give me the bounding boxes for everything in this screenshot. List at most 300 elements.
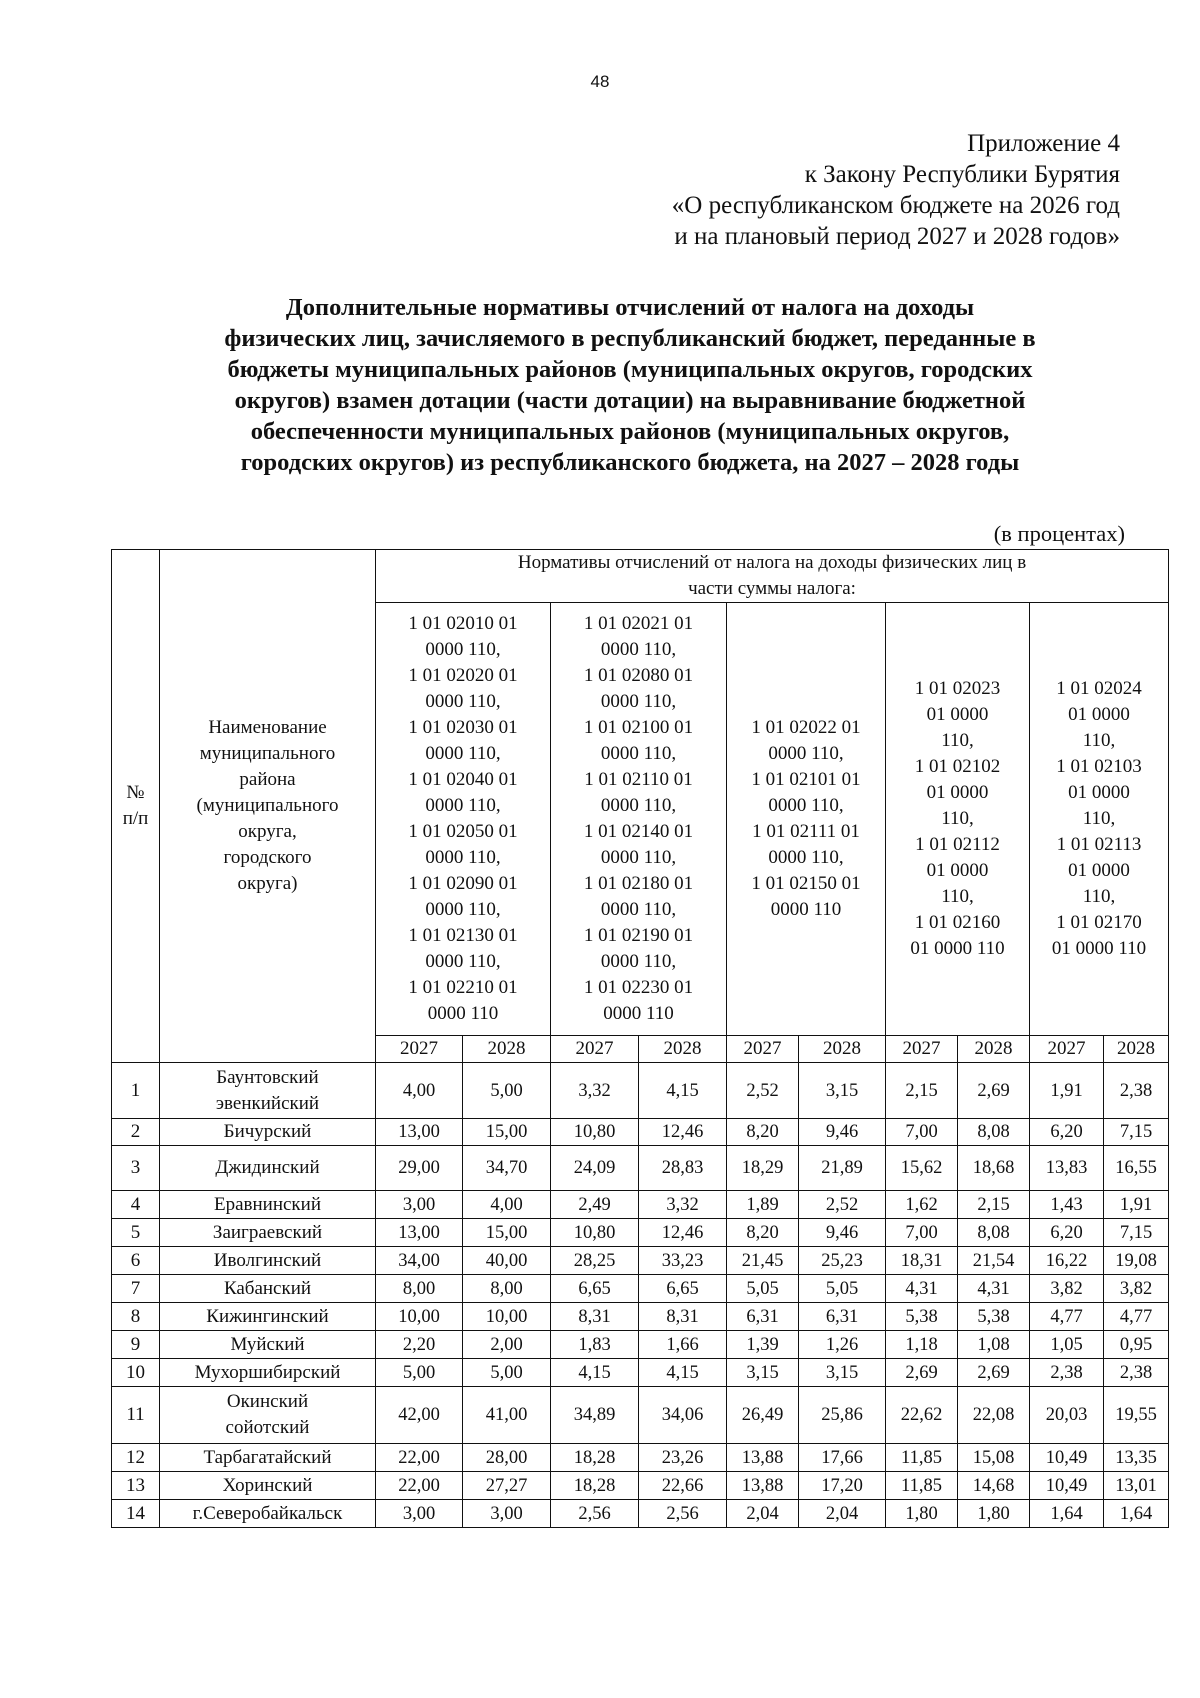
table-row — [112, 1275, 1169, 1303]
cell-line: Еравнинский — [213, 1193, 321, 1215]
rate-cell: 6,20 — [1030, 1119, 1104, 1146]
rate-cell: 28,83 — [639, 1146, 727, 1191]
group-header — [376, 550, 1169, 603]
cell-line: 0000 110, — [425, 743, 501, 764]
rate-cell: 17,66 — [799, 1444, 886, 1472]
rate-cell: 8,20 — [727, 1119, 799, 1146]
row-number: 2 — [112, 1119, 160, 1146]
rate-cell: 2,56 — [551, 1500, 639, 1528]
cell-line: 110, — [941, 730, 974, 751]
cell-line: 1 01 02050 01 — [408, 821, 518, 842]
table-row — [112, 1500, 1169, 1528]
rate-cell: 20,03 — [1030, 1387, 1104, 1444]
table-row — [112, 1359, 1169, 1387]
rate-cell: 22,00 — [376, 1444, 463, 1472]
rate-cell: 29,00 — [376, 1146, 463, 1191]
appendix-header — [672, 128, 1120, 252]
municipality-name — [160, 1247, 376, 1275]
year-header: 2027 — [886, 1036, 958, 1063]
rate-cell: 2,15 — [886, 1063, 958, 1119]
rate-cell: 8,31 — [639, 1303, 727, 1331]
rate-cell: 27,27 — [463, 1472, 551, 1500]
code-group-header — [551, 603, 727, 1036]
cell-line: Иволгинский — [213, 1249, 322, 1271]
title-line: Дополнительные нормативы отчислений от налога на доходы — [285, 294, 975, 321]
rate-cell: 5,00 — [463, 1359, 551, 1387]
municipality-name — [160, 1472, 376, 1500]
cell-line: Заиграевский — [212, 1221, 323, 1243]
appendix-line: к Закону Республики Бурятия — [804, 161, 1120, 188]
cell-line: района — [239, 769, 296, 790]
rate-cell: 13,01 — [1104, 1472, 1169, 1500]
rate-cell: 15,08 — [958, 1444, 1030, 1472]
cell-line: 1 01 02101 01 — [751, 769, 861, 790]
rate-cell: 9,46 — [799, 1219, 886, 1247]
cell-line: 01 0000 — [1068, 860, 1130, 881]
row-number: 11 — [112, 1387, 160, 1444]
rate-cell: 7,00 — [886, 1219, 958, 1247]
cell-line: Хоринский — [222, 1474, 313, 1496]
code-group-header — [886, 603, 1030, 1036]
rate-cell: 18,31 — [886, 1247, 958, 1275]
rate-cell: 4,31 — [886, 1275, 958, 1303]
cell-line: 1 01 02113 — [1056, 834, 1142, 855]
cell-line: 0000 110, — [768, 795, 844, 816]
rate-cell: 17,20 — [799, 1472, 886, 1500]
rate-cell: 16,22 — [1030, 1247, 1104, 1275]
municipality-name — [160, 1500, 376, 1528]
rate-cell: 3,15 — [799, 1359, 886, 1387]
year-header: 2027 — [376, 1036, 463, 1063]
cell-line: Джидинский — [215, 1157, 320, 1178]
cell-line: Муйский — [230, 1333, 305, 1355]
rate-cell: 10,49 — [1030, 1444, 1104, 1472]
rate-cell: 4,15 — [639, 1359, 727, 1387]
norms-table — [111, 549, 1169, 1528]
rate-cell: 22,08 — [958, 1387, 1030, 1444]
cell-line: 110, — [1082, 886, 1116, 907]
municipality-name — [160, 1219, 376, 1247]
cell-line: 1 01 02111 01 — [752, 821, 860, 842]
rate-cell: 42,00 — [376, 1387, 463, 1444]
cell-line: 1 01 02160 — [914, 912, 1001, 933]
rate-cell: 1,80 — [958, 1500, 1030, 1528]
rate-cell: 40,00 — [463, 1247, 551, 1275]
rate-cell: 3,00 — [376, 1500, 463, 1528]
cell-line: 1 01 02080 01 — [583, 665, 694, 686]
rate-cell: 2,69 — [886, 1359, 958, 1387]
cell-line: 0000 110, — [600, 847, 677, 868]
rate-cell: 21,89 — [799, 1146, 886, 1191]
rate-cell: 7,15 — [1104, 1119, 1169, 1146]
rate-cell: 5,05 — [799, 1275, 886, 1303]
rate-cell: 25,23 — [799, 1247, 886, 1275]
rate-cell: 33,23 — [639, 1247, 727, 1275]
cell-line: 0000 110, — [425, 691, 501, 712]
rate-cell: 3,82 — [1030, 1275, 1104, 1303]
rate-cell: 19,55 — [1104, 1387, 1169, 1444]
cell-line: Кижингинский — [206, 1305, 329, 1327]
cell-line: 1 01 02150 01 — [751, 873, 861, 894]
rate-cell: 1,62 — [886, 1191, 958, 1219]
rate-cell: 34,00 — [376, 1247, 463, 1275]
rate-cell: 5,00 — [463, 1063, 551, 1119]
name-column-header — [160, 550, 376, 1063]
rate-cell: 2,20 — [376, 1331, 463, 1359]
rate-cell: 21,54 — [958, 1247, 1030, 1275]
cell-line: 0000 110 — [603, 1003, 674, 1024]
rate-cell: 18,68 — [958, 1146, 1030, 1191]
cell-line: 1 01 02024 — [1056, 678, 1142, 699]
rate-cell: 34,70 — [463, 1146, 551, 1191]
rate-cell: 3,15 — [727, 1359, 799, 1387]
rate-cell: 12,46 — [639, 1119, 727, 1146]
municipality-name — [160, 1119, 376, 1146]
municipality-name — [160, 1359, 376, 1387]
table-body — [112, 1063, 1169, 1528]
rate-cell: 2,69 — [958, 1359, 1030, 1387]
title-line: обеспеченности муниципальных районов (муниципальных округов, — [250, 418, 1010, 445]
cell-line: Кабанский — [223, 1277, 312, 1299]
rate-cell: 4,31 — [958, 1275, 1030, 1303]
rate-cell: 1,91 — [1030, 1063, 1104, 1119]
row-number: 5 — [112, 1219, 160, 1247]
rate-cell: 15,00 — [463, 1219, 551, 1247]
units-label: (в процентах) — [993, 521, 1125, 546]
rate-cell: 1,26 — [799, 1331, 886, 1359]
row-number: 3 — [112, 1146, 160, 1191]
rate-cell: 6,65 — [551, 1275, 639, 1303]
rate-cell: 19,08 — [1104, 1247, 1169, 1275]
cell-line: 1 01 02030 01 — [408, 717, 518, 738]
rate-cell: 28,00 — [463, 1444, 551, 1472]
rate-cell: 8,08 — [958, 1219, 1030, 1247]
rate-cell: 26,49 — [727, 1387, 799, 1444]
cell-line: 1 01 02180 01 — [583, 873, 694, 894]
rate-cell: 2,15 — [958, 1191, 1030, 1219]
year-header: 2027 — [727, 1036, 799, 1063]
rate-cell: 5,38 — [958, 1303, 1030, 1331]
rate-cell: 4,00 — [463, 1191, 551, 1219]
cell-line: 01 0000 — [926, 782, 989, 803]
cell-line: 01 0000 — [926, 704, 989, 725]
appendix-line: и на плановый период 2027 и 2028 годов» — [674, 223, 1120, 250]
cell-line: округа, — [238, 821, 297, 842]
municipality-name — [160, 1303, 376, 1331]
rate-cell: 13,88 — [727, 1444, 799, 1472]
municipality-name — [160, 1444, 376, 1472]
code-group-header — [727, 603, 886, 1036]
cell-line: 01 0000 — [926, 860, 989, 881]
rate-cell: 22,62 — [886, 1387, 958, 1444]
cell-line: 0000 110, — [425, 795, 501, 816]
year-header: 2028 — [958, 1036, 1030, 1063]
rate-cell: 3,00 — [376, 1191, 463, 1219]
rate-cell: 2,52 — [799, 1191, 886, 1219]
rate-cell: 28,25 — [551, 1247, 639, 1275]
rate-cell: 2,49 — [551, 1191, 639, 1219]
cell-line: 110, — [1082, 808, 1116, 829]
title-line: физических лиц, зачисляемого в республиканский бюджет, переданные в — [224, 325, 1036, 352]
rate-cell: 2,52 — [727, 1063, 799, 1119]
table-row — [112, 1331, 1169, 1359]
cell-line: 0000 110 — [770, 899, 842, 920]
cell-line: Бичурский — [223, 1121, 312, 1142]
municipality-name — [160, 1063, 376, 1119]
cell-line: Мухоршибирский — [194, 1361, 341, 1383]
year-header: 2028 — [463, 1036, 551, 1063]
rate-cell: 18,28 — [551, 1472, 639, 1500]
municipality-name — [160, 1191, 376, 1219]
document-title — [150, 292, 1110, 478]
municipality-name — [160, 1275, 376, 1303]
cell-line: 01 0000 110 — [910, 938, 1005, 959]
appendix-line: «О республиканском бюджете на 2026 год — [671, 192, 1120, 219]
rate-cell: 2,38 — [1104, 1359, 1169, 1387]
rate-cell: 22,00 — [376, 1472, 463, 1500]
title-line: городских округов) из республиканского бюджета, на 2027 – 2028 годы — [240, 449, 1020, 476]
cell-line: 0000 110, — [600, 951, 677, 972]
rate-cell: 41,00 — [463, 1387, 551, 1444]
cell-line: 1 01 02022 01 — [751, 717, 861, 738]
rate-cell: 10,00 — [463, 1303, 551, 1331]
rate-cell: 8,00 — [376, 1275, 463, 1303]
cell-line: Наименование — [208, 717, 327, 738]
rate-cell: 13,00 — [376, 1219, 463, 1247]
cell-line: городского — [223, 847, 312, 868]
rate-cell: 24,09 — [551, 1146, 639, 1191]
number-column-header — [112, 550, 160, 1063]
cell-line: 01 0000 — [1068, 782, 1130, 803]
cell-line: 1 01 02010 01 — [408, 613, 518, 634]
rate-cell: 13,35 — [1104, 1444, 1169, 1472]
rate-cell: 3,82 — [1104, 1275, 1169, 1303]
cell-line: 1 01 02103 — [1056, 756, 1142, 777]
cell-line: 1 01 02230 01 — [583, 977, 694, 998]
rate-cell: 2,38 — [1104, 1063, 1169, 1119]
rate-cell: 0,95 — [1104, 1331, 1169, 1359]
rate-cell: 2,00 — [463, 1331, 551, 1359]
table-row — [112, 1219, 1169, 1247]
cell-line: 1 01 02021 01 — [583, 613, 694, 634]
row-number: 13 — [112, 1472, 160, 1500]
cell-line: муниципального — [199, 743, 336, 764]
cell-line: 0000 110, — [600, 743, 677, 764]
rate-cell: 12,46 — [639, 1219, 727, 1247]
rate-cell: 15,00 — [463, 1119, 551, 1146]
rate-cell: 10,00 — [376, 1303, 463, 1331]
cell-line: 1 01 02090 01 — [408, 873, 518, 894]
rate-cell: 6,31 — [727, 1303, 799, 1331]
rate-cell: 3,32 — [551, 1063, 639, 1119]
rate-cell: 1,66 — [639, 1331, 727, 1359]
rate-cell: 4,15 — [551, 1359, 639, 1387]
row-number: 14 — [112, 1500, 160, 1528]
rate-cell: 1,91 — [1104, 1191, 1169, 1219]
cell-line: Окинский — [226, 1391, 309, 1412]
rate-cell: 16,55 — [1104, 1146, 1169, 1191]
rate-cell: 10,49 — [1030, 1472, 1104, 1500]
rate-cell: 22,66 — [639, 1472, 727, 1500]
cell-line: п/п — [122, 808, 149, 829]
rate-cell: 6,65 — [639, 1275, 727, 1303]
table-row — [112, 1387, 1169, 1444]
municipality-name — [160, 1146, 376, 1191]
rate-cell: 23,26 — [639, 1444, 727, 1472]
cell-line: 01 0000 110 — [1051, 938, 1147, 959]
rate-cell: 1,83 — [551, 1331, 639, 1359]
year-header: 2027 — [1030, 1036, 1104, 1063]
rate-cell: 34,06 — [639, 1387, 727, 1444]
rate-cell: 3,32 — [639, 1191, 727, 1219]
cell-line: Баунтовский — [216, 1066, 319, 1088]
rate-cell: 7,15 — [1104, 1219, 1169, 1247]
cell-line: 1 01 02023 — [914, 678, 1001, 699]
municipality-name — [160, 1331, 376, 1359]
cell-line: 0000 110, — [425, 639, 501, 660]
cell-line: 1 01 02170 — [1056, 912, 1142, 933]
rate-cell: 5,00 — [376, 1359, 463, 1387]
table-row — [112, 1444, 1169, 1472]
rate-cell: 13,88 — [727, 1472, 799, 1500]
rate-cell: 8,08 — [958, 1119, 1030, 1146]
rate-cell: 1,43 — [1030, 1191, 1104, 1219]
rate-cell: 3,00 — [463, 1500, 551, 1528]
cell-line: 0000 110, — [768, 847, 844, 868]
year-header: 2028 — [799, 1036, 886, 1063]
rate-cell: 14,68 — [958, 1472, 1030, 1500]
table-row — [112, 1146, 1169, 1191]
cell-line: 0000 110, — [425, 899, 501, 920]
cell-line: 0000 110, — [768, 743, 844, 764]
cell-line: 0000 110, — [600, 691, 677, 712]
cell-line: округа) — [237, 873, 298, 894]
rate-cell: 15,62 — [886, 1146, 958, 1191]
row-number: 7 — [112, 1275, 160, 1303]
cell-line: 1 01 02040 01 — [408, 769, 518, 790]
rate-cell: 4,77 — [1030, 1303, 1104, 1331]
rate-cell: 2,38 — [1030, 1359, 1104, 1387]
row-number: 6 — [112, 1247, 160, 1275]
cell-line: эвенкийский — [215, 1092, 320, 1114]
table-row — [112, 1191, 1169, 1219]
cell-line: 1 01 02210 01 — [408, 977, 518, 998]
cell-line: (муниципального — [196, 795, 339, 816]
rate-cell: 1,80 — [886, 1500, 958, 1528]
rate-cell: 1,64 — [1030, 1500, 1104, 1528]
cell-line: Тарбагатайский — [203, 1446, 332, 1468]
rate-cell: 1,39 — [727, 1331, 799, 1359]
cell-line: г.Северобайкальск — [192, 1502, 343, 1524]
rate-cell: 5,38 — [886, 1303, 958, 1331]
cell-line: 1 01 02190 01 — [583, 925, 694, 946]
rate-cell: 25,86 — [799, 1387, 886, 1444]
rate-cell: 11,85 — [886, 1472, 958, 1500]
rate-cell: 34,89 — [551, 1387, 639, 1444]
year-header: 2027 — [551, 1036, 639, 1063]
table-row — [112, 1472, 1169, 1500]
year-header: 2028 — [639, 1036, 727, 1063]
cell-line: 1 01 02140 01 — [583, 821, 694, 842]
row-number: 8 — [112, 1303, 160, 1331]
table-row — [112, 1119, 1169, 1146]
rate-cell: 21,45 — [727, 1247, 799, 1275]
cell-line: сойотский — [225, 1417, 310, 1438]
cell-line: 0000 110 — [427, 1003, 499, 1024]
cell-line: 1 01 02130 01 — [408, 925, 518, 946]
row-number: 9 — [112, 1331, 160, 1359]
rate-cell: 8,00 — [463, 1275, 551, 1303]
rate-cell: 1,08 — [958, 1331, 1030, 1359]
rate-cell: 13,00 — [376, 1119, 463, 1146]
cell-line: 1 01 02020 01 — [408, 665, 518, 686]
rate-cell: 2,69 — [958, 1063, 1030, 1119]
cell-line: 1 01 02102 — [914, 756, 1001, 777]
rate-cell: 1,89 — [727, 1191, 799, 1219]
rate-cell: 1,64 — [1104, 1500, 1169, 1528]
row-number: 1 — [112, 1063, 160, 1119]
cell-line: 110, — [941, 808, 974, 829]
rate-cell: 18,29 — [727, 1146, 799, 1191]
rate-cell: 2,04 — [727, 1500, 799, 1528]
code-group-header — [376, 603, 551, 1036]
rate-cell: 13,83 — [1030, 1146, 1104, 1191]
rate-cell: 4,15 — [639, 1063, 727, 1119]
rate-cell: 4,77 — [1104, 1303, 1169, 1331]
rate-cell: 9,46 — [799, 1119, 886, 1146]
rate-cell: 10,80 — [551, 1119, 639, 1146]
rate-cell: 1,05 — [1030, 1331, 1104, 1359]
rate-cell: 5,05 — [727, 1275, 799, 1303]
cell-line: № — [126, 782, 145, 803]
cell-line: 01 0000 — [1068, 704, 1130, 725]
code-group-header — [1030, 603, 1169, 1036]
row-number: 4 — [112, 1191, 160, 1219]
appendix-line: Приложение 4 — [967, 130, 1120, 157]
cell-line: 1 01 02110 01 — [584, 769, 693, 790]
rate-cell: 2,56 — [639, 1500, 727, 1528]
row-number: 12 — [112, 1444, 160, 1472]
rate-cell: 6,20 — [1030, 1219, 1104, 1247]
municipality-name — [160, 1387, 376, 1444]
year-header: 2028 — [1104, 1036, 1169, 1063]
rate-cell: 3,15 — [799, 1063, 886, 1119]
rate-cell: 8,31 — [551, 1303, 639, 1331]
rate-cell: 7,00 — [886, 1119, 958, 1146]
rate-cell: 11,85 — [886, 1444, 958, 1472]
rate-cell: 2,04 — [799, 1500, 886, 1528]
rate-cell: 1,18 — [886, 1331, 958, 1359]
table-row — [112, 1247, 1169, 1275]
cell-line: 0000 110, — [425, 847, 501, 868]
cell-line: 0000 110, — [600, 899, 677, 920]
rate-cell: 8,20 — [727, 1219, 799, 1247]
cell-line: части суммы налога: — [688, 578, 856, 599]
rate-cell: 6,31 — [799, 1303, 886, 1331]
rate-cell: 10,80 — [551, 1219, 639, 1247]
cell-line: 0000 110, — [600, 639, 677, 660]
cell-line: 1 01 02100 01 — [583, 717, 694, 738]
rate-cell: 4,00 — [376, 1063, 463, 1119]
title-line: бюджеты муниципальных районов (муниципальных округов, городских — [227, 356, 1033, 383]
row-number: 10 — [112, 1359, 160, 1387]
page-number: 48 — [590, 72, 610, 91]
table-row — [112, 1303, 1169, 1331]
cell-line: 1 01 02112 — [915, 834, 1000, 855]
table-row — [112, 1063, 1169, 1119]
rate-cell: 18,28 — [551, 1444, 639, 1472]
cell-line: Нормативы отчислений от налога на доходы физических лиц в — [517, 552, 1027, 573]
